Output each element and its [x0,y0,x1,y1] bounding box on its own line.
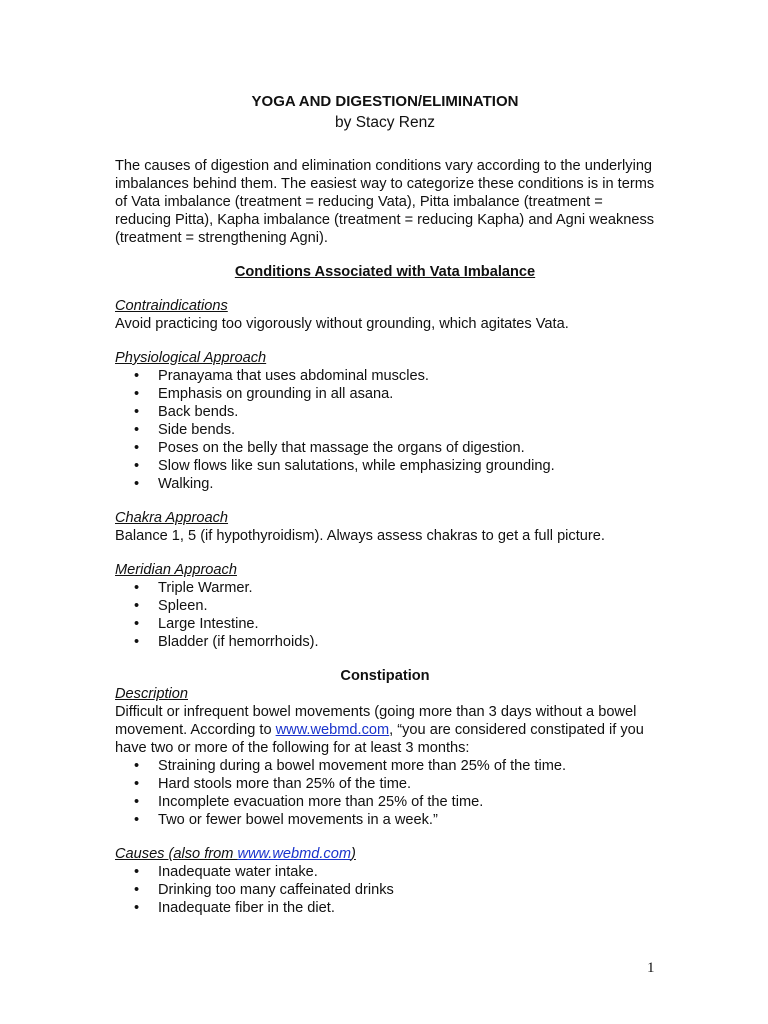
intro-paragraph: The causes of digestion and elimination conditions vary according to the underlying imbalances behind them. The easiest way to categorize these conditions is in terms of Vata imbalance (treatment = reducing Vata), Pitta imbalance (treatment = reducing Pitta), Kapha imbalance (treatment = reducing Kapha) and Agni weakness (treatment = strengthening Agni). [115,158,655,246]
causes-webmd-link[interactable]: www.webmd.com [237,846,352,862]
chakra-label: Chakra Approach [115,510,229,526]
document-title: YOGA AND DIGESTION/ELIMINATION [251,93,519,110]
list-item: • Spleen. [115,597,655,615]
chakra-section [115,509,655,545]
list-item: • Bladder (if hemorrhoids). [115,633,655,651]
constipation-heading: Constipation [340,668,430,684]
meridian-list [115,579,655,651]
document-author: by Stacy Renz [335,114,435,131]
causes-section [115,845,655,917]
list-item: • Triple Warmer. [115,579,655,597]
list-item: • Straining during a bowel movement more than 25% of the time. [115,757,655,775]
causes-label [115,845,655,863]
page-number: 1 [647,960,655,976]
meridian-label: Meridian Approach [115,562,237,578]
causes-list [115,863,655,917]
criteria-list [115,757,655,829]
list-item: • Slow flows like sun salutations, while emphasizing grounding. [115,457,655,475]
physiological-section [115,349,655,493]
description-section [115,685,655,829]
description-text-end: , “you are considered constipated if you have two or more of the following for at least 3 months: [115,722,644,756]
list-item: • Poses on the belly that massage the organs of digestion. [115,439,655,457]
webmd-link[interactable]: www.webmd.com [275,722,390,738]
list-item: • Hard stools more than 25% of the time. [115,775,655,793]
list-item: • Emphasis on grounding in all asana. [115,385,655,403]
contraindications-text: Avoid practicing too vigorously without grounding, which agitates Vata. [115,316,569,332]
list-item: • Large Intestine. [115,615,655,633]
list-item: • Side bends. [115,421,655,439]
causes-label-suffix: ) [351,846,356,862]
chakra-text: Balance 1, 5 (if hypothyroidism). Always assess chakras to get a full picture. [115,528,605,544]
causes-label-prefix: Causes (also from [115,846,238,862]
document-page [115,92,655,917]
meridian-section [115,561,655,651]
list-item: • Drinking too many caffeinated drinks [115,881,655,899]
vata-section-heading: Conditions Associated with Vata Imbalance [234,264,536,280]
description-text-start: Difficult or infrequent bowel movements (going more than 3 days without a bowel movement. According to [115,704,637,738]
list-item: • Walking. [115,475,655,493]
list-item: • Two or fewer bowel movements in a week.” [115,811,655,829]
list-item: • Pranayama that uses abdominal muscles. [115,367,655,385]
list-item: • Inadequate fiber in the diet. [115,899,655,917]
list-item: • Inadequate water intake. [115,863,655,881]
contraindications-label: Contraindications [115,298,228,314]
contraindications-section [115,297,655,333]
physiological-label: Physiological Approach [115,350,267,366]
description-label: Description [115,686,188,702]
description-text [115,703,655,757]
list-item: • Incomplete evacuation more than 25% of the time. [115,793,655,811]
physiological-list [115,367,655,493]
list-item: • Back bends. [115,403,655,421]
